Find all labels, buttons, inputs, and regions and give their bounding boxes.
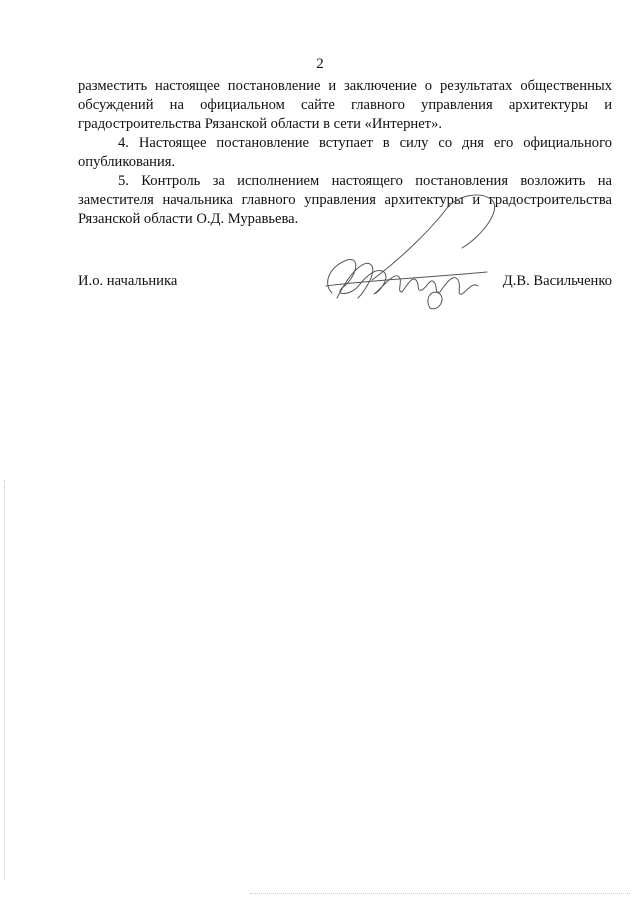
signatory-name: Д.В. Васильченко (502, 273, 612, 289)
paragraph-continuation: разместить настоящее постановление и заключение о результатах общественных обсуждений на официальном сайте главного управления архитектуры и градостроительства Рязанской области в сети «Интернет». (78, 78, 612, 132)
scan-bottom-artifact (250, 893, 630, 895)
handwritten-signature (312, 188, 502, 318)
page-number: 2 (316, 56, 324, 72)
paragraph-5: 5. Контроль за исполнением настоящего постановления возложить на заместителя начальника главного управления архитектуры и градостроительства Рязанской области О.Д. Муравьева. (78, 173, 612, 227)
scan-margin-artifact (4, 480, 7, 880)
signatory-position: И.о. начальника (78, 273, 178, 289)
paragraph-4: 4. Настоящее постановление вступает в силу со дня его официального опубликования. (78, 135, 612, 170)
